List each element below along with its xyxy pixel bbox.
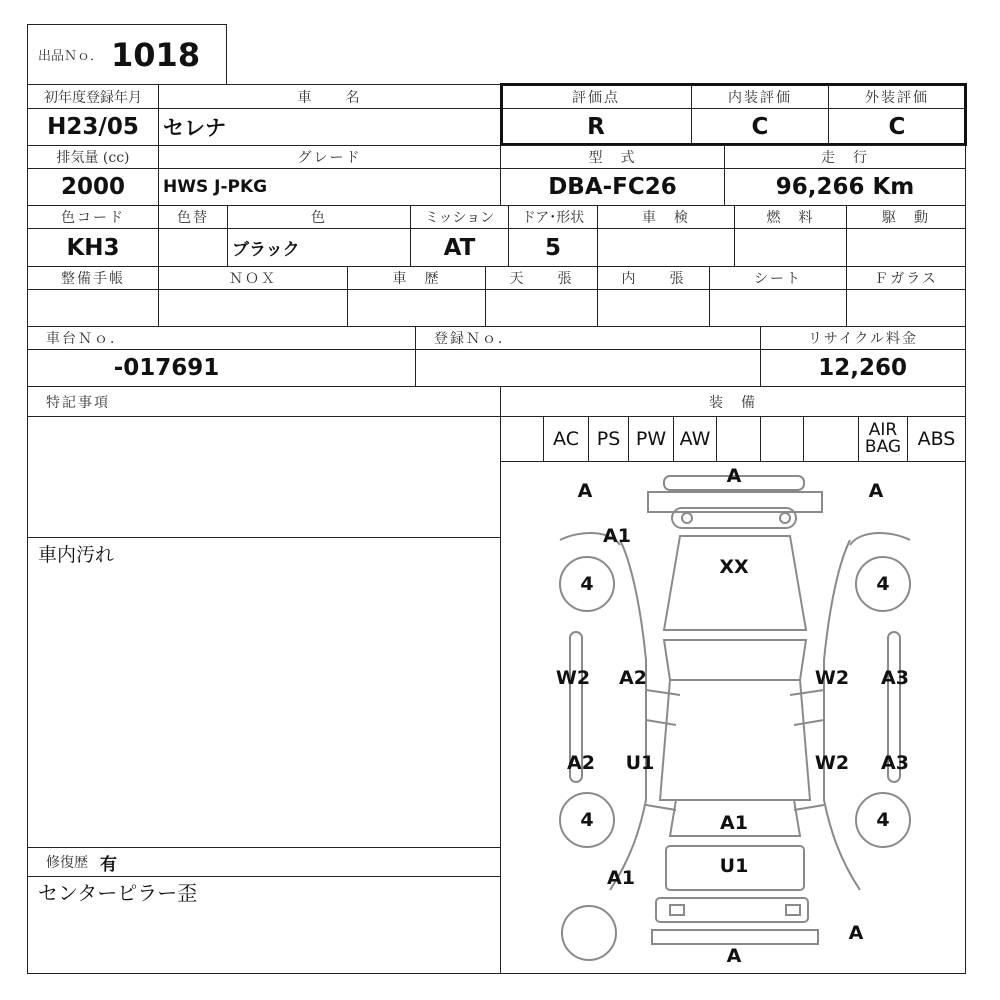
first-reg-label: 初年度登録年月 <box>27 84 159 109</box>
interior-value: C <box>691 108 829 146</box>
notes-label: 特記事項 <box>27 386 501 417</box>
color-label: 色 <box>227 205 411 229</box>
recycle-label: リサイクル料金 <box>760 326 966 350</box>
drive-label: 駆 動 <box>846 205 966 229</box>
trim-label: 内 張 <box>597 266 710 290</box>
damage-mark: A <box>577 480 593 502</box>
damage-mark: W2 <box>814 667 850 689</box>
tire-mark: 4 <box>580 573 594 595</box>
reg-label: 登録Ｎｏ． <box>415 326 761 350</box>
first-reg-value: H23/05 <box>27 108 159 146</box>
lot-number: 1018 <box>111 35 201 74</box>
equipment-abs: ABS <box>907 416 966 462</box>
windshield-label: Ｆガラス <box>846 266 966 290</box>
damage-mark: W2 <box>814 752 850 774</box>
exterior-value: C <box>828 108 966 146</box>
door-label: ドア･形状 <box>508 205 598 229</box>
fuel-label: 燃 料 <box>734 205 847 229</box>
damage-mark: A3 <box>881 667 909 689</box>
color-value: ブラック <box>227 228 411 267</box>
car-name-value: セレナ <box>158 108 501 146</box>
chassis-label: 車台Ｎｏ． <box>27 326 416 350</box>
tire-mark: 4 <box>876 809 890 831</box>
displacement-label: 排気量 (cc) <box>27 145 159 169</box>
tire-mark: 4 <box>876 573 890 595</box>
mission-label: ミッション <box>410 205 509 229</box>
headliner-label: 天 張 <box>485 266 598 290</box>
color-code-value: KH3 <box>27 228 159 267</box>
seat-label: シート <box>709 266 847 290</box>
equipment-airbag: AIR BAG <box>858 416 908 462</box>
nox-label: ＮＯＸ <box>158 266 348 290</box>
model-value: DBA-FC26 <box>500 168 725 206</box>
damage-mark: U1 <box>719 855 749 877</box>
mileage-value: 96,266 Km <box>724 168 966 206</box>
damage-mark: A <box>726 465 742 487</box>
mission-value: AT <box>410 228 509 267</box>
interior-note: 車内汚れ <box>27 537 501 848</box>
mileage-label: 走 行 <box>724 145 966 169</box>
color-change-label: 色替 <box>158 205 228 229</box>
grade-value: HWS J-PKG <box>158 168 501 206</box>
inspection-label: 車 検 <box>597 205 735 229</box>
score-value: R <box>500 108 692 146</box>
score-label: 評価点 <box>500 84 692 109</box>
service-book-label: 整備手帳 <box>27 266 159 290</box>
equipment-ps: PS <box>588 416 629 462</box>
damage-mark: A3 <box>881 752 909 774</box>
equipment-label: 装 備 <box>500 386 966 417</box>
color-code-label: 色コード <box>27 205 159 229</box>
lot-label: 出品Ｎｏ． <box>38 49 104 64</box>
car-name-label: 車 名 <box>158 84 501 109</box>
chassis-value: -017691 <box>27 349 416 387</box>
damage-mark: A2 <box>619 667 647 689</box>
damage-mark: A <box>848 922 864 944</box>
damage-mark: XX <box>719 556 749 578</box>
exterior-label: 外装評価 <box>828 84 966 109</box>
model-label: 型 式 <box>500 145 725 169</box>
repair-value: 有 <box>100 854 117 875</box>
equipment-ac: AC <box>543 416 589 462</box>
interior-label: 内装評価 <box>691 84 829 109</box>
tire-mark: 4 <box>580 809 594 831</box>
damage-mark: W2 <box>555 667 591 689</box>
equipment-aw: AW <box>673 416 717 462</box>
damage-mark: A1 <box>720 812 748 834</box>
damage-mark: A1 <box>603 525 631 547</box>
grade-label: グレード <box>158 145 501 169</box>
spare-tire <box>562 906 616 960</box>
door-value: 5 <box>508 228 598 267</box>
repair-label: 修復歴 <box>46 855 88 871</box>
history-label: 車 歴 <box>347 266 486 290</box>
recycle-value: 12,260 <box>760 349 966 387</box>
damage-mark: U1 <box>625 752 655 774</box>
equipment-pw: PW <box>628 416 674 462</box>
damage-mark: A <box>868 480 884 502</box>
damage-mark: A2 <box>567 752 595 774</box>
damage-mark: A <box>726 945 742 967</box>
repair-note: センターピラー歪 <box>27 876 501 974</box>
displacement-value: 2000 <box>27 168 159 206</box>
damage-mark: A1 <box>607 867 635 889</box>
